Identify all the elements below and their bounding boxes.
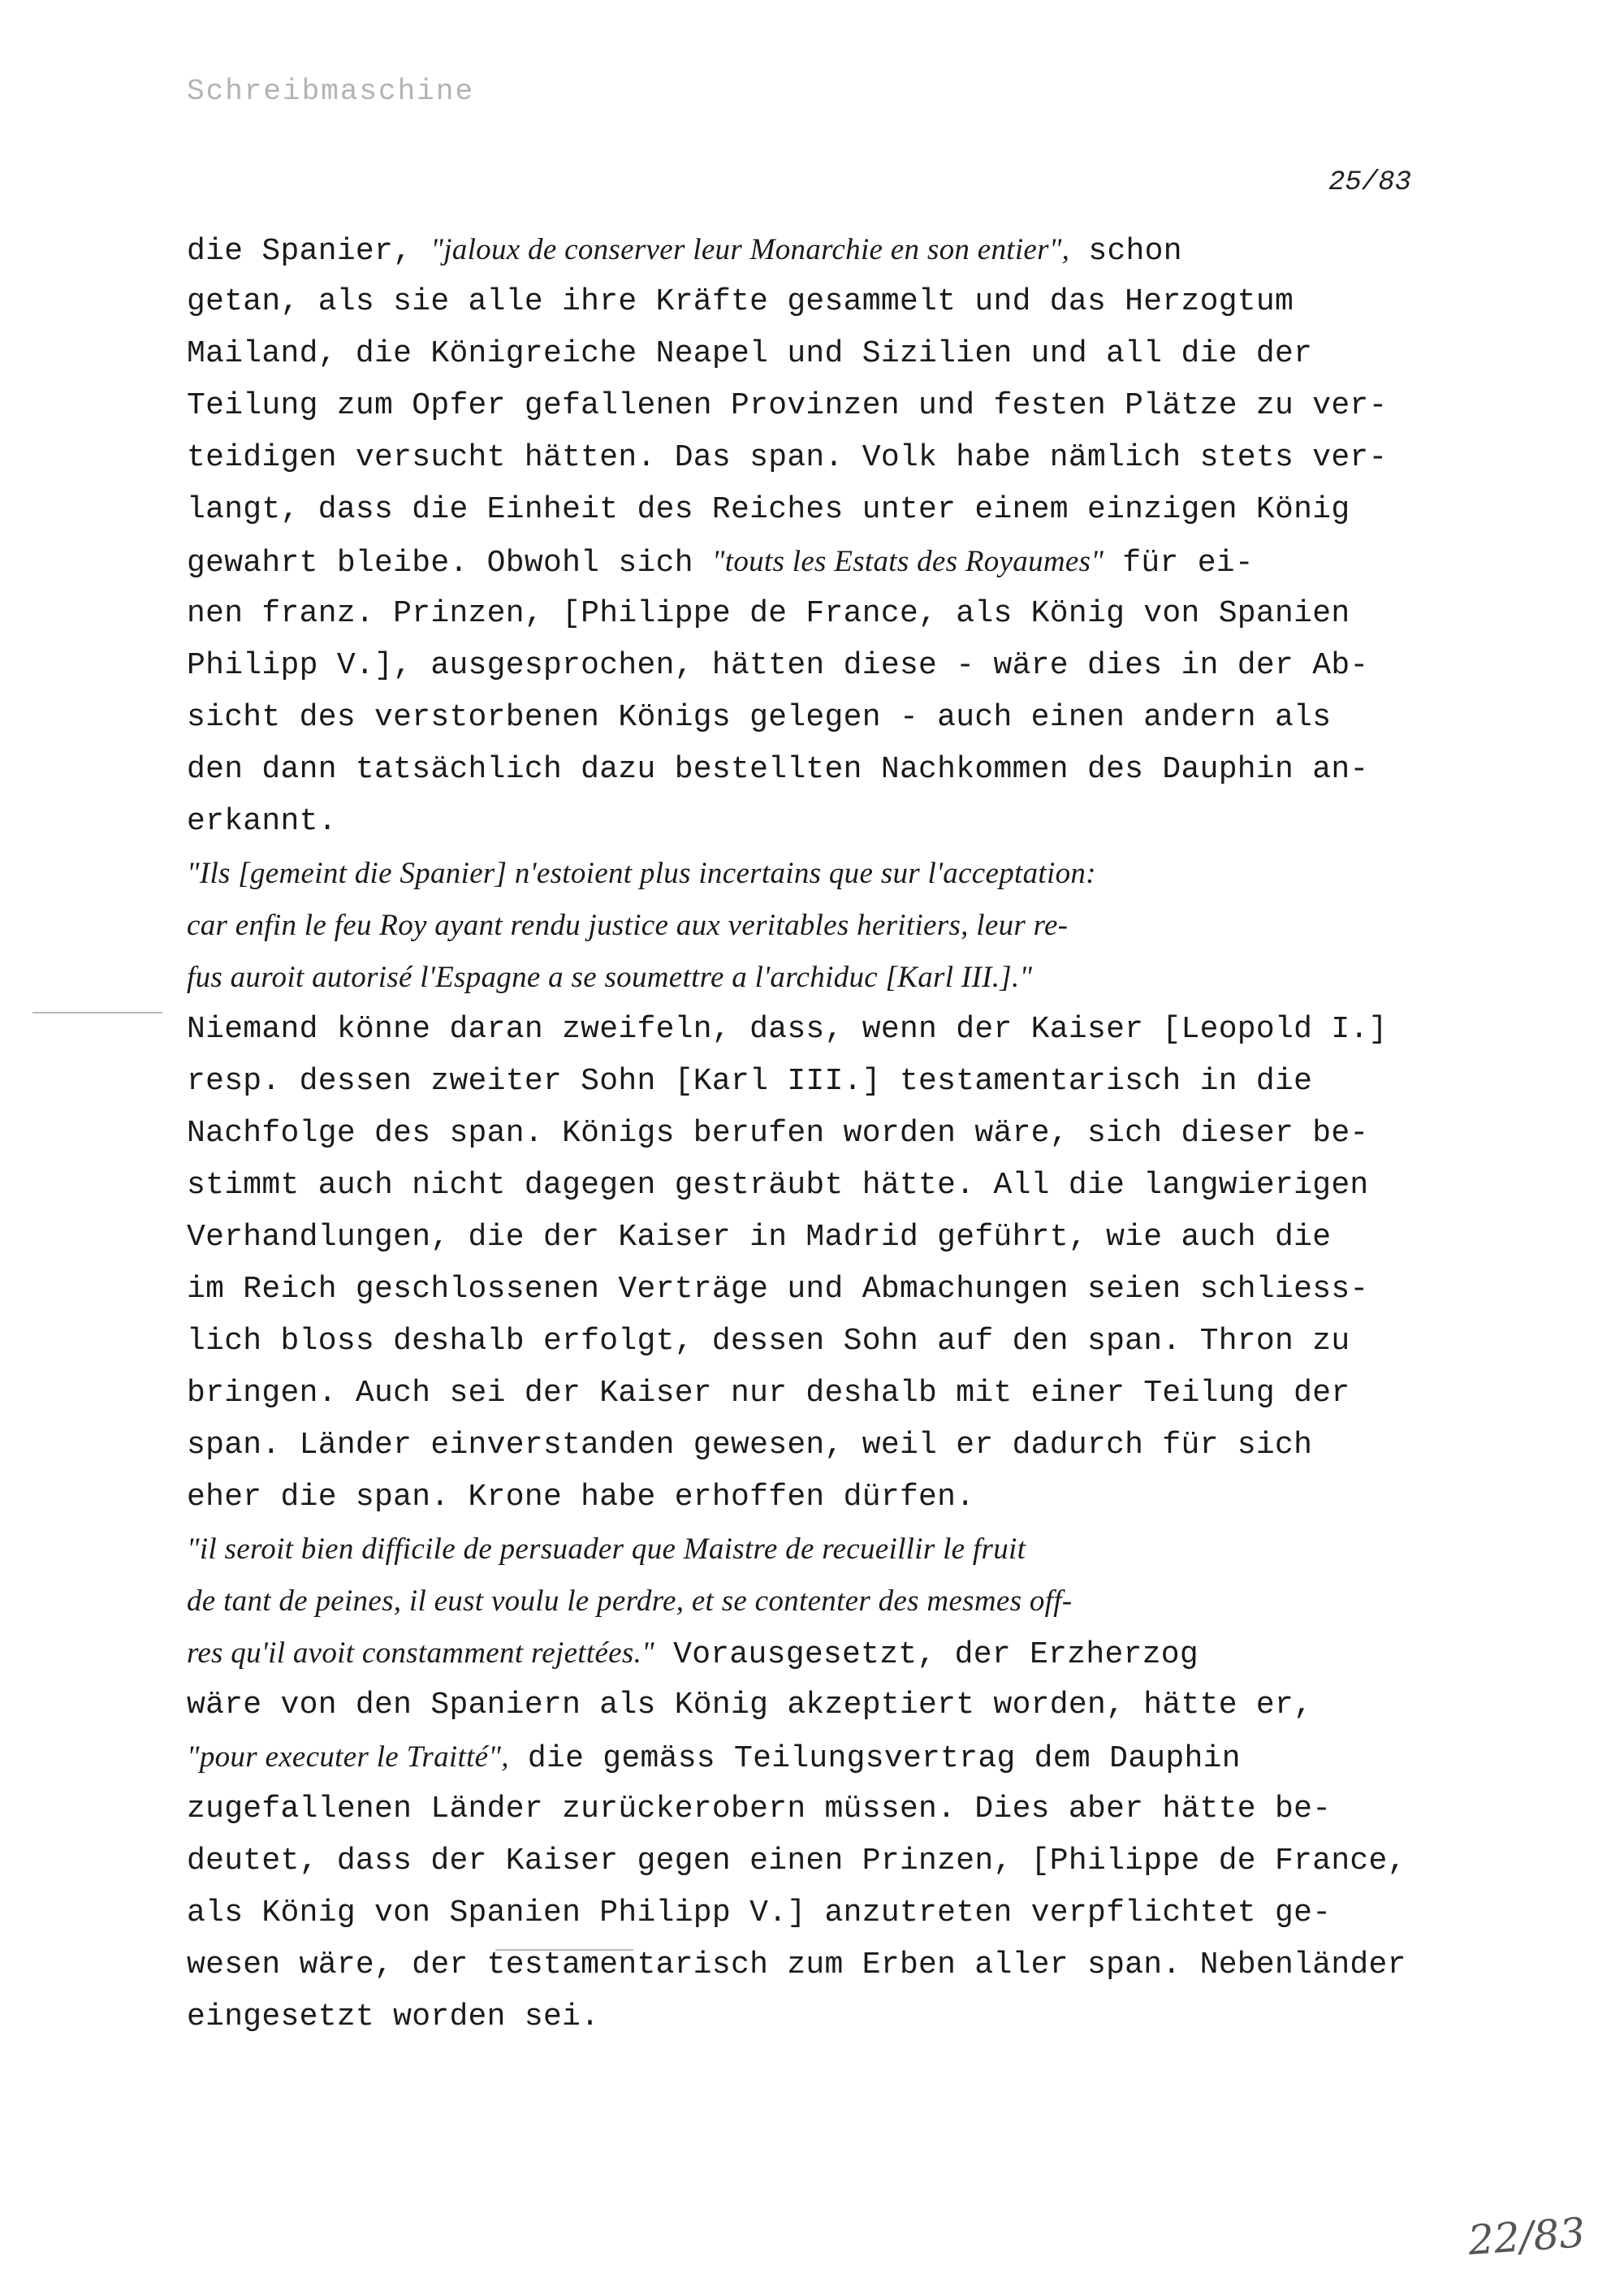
body-text-segment: resp. dessen zweiter Sohn [Karl III.] testamentarisch in die bbox=[187, 1064, 1313, 1099]
text-line bbox=[187, 1524, 1486, 1576]
text-line bbox=[187, 952, 1486, 1004]
scan-artifact-line bbox=[32, 1012, 162, 1014]
text-line bbox=[187, 744, 1486, 796]
body-text-segment: als König von Spanien Philipp V.] anzutreten verpflichtet ge- bbox=[187, 1895, 1332, 1930]
body-text-segment: lich bloss deshalb erfolgt, dessen Sohn auf den span. Thron zu bbox=[187, 1324, 1350, 1359]
text-line bbox=[187, 536, 1486, 588]
body-text-segment: bringen. Auch sei der Kaiser nur deshalb mit einer Teilung der bbox=[187, 1376, 1350, 1411]
body-text-segment: span. Länder einverstanden gewesen, weil er dadurch für sich bbox=[187, 1428, 1313, 1463]
text-line bbox=[187, 1160, 1486, 1212]
text-line bbox=[187, 484, 1486, 536]
body-text-segment: erkannt. bbox=[187, 804, 337, 839]
handwritten-page-number: 22/83 bbox=[1466, 2209, 1587, 2264]
body-text-segment: wesen wäre, der testamentarisch zum Erben aller span. Nebenländer bbox=[187, 1947, 1406, 1982]
text-line bbox=[187, 1004, 1486, 1056]
text-line bbox=[187, 1472, 1486, 1524]
text-line bbox=[187, 224, 1486, 276]
body-text-segment: Mailand, die Königreiche Neapel und Sizilien und all die der bbox=[187, 336, 1313, 371]
quoted-french-text: "jaloux de conserver leur Monarchie en son entier", bbox=[430, 233, 1070, 266]
text-line bbox=[187, 1939, 1486, 1991]
text-line bbox=[187, 328, 1486, 380]
text-line bbox=[187, 1420, 1486, 1472]
quoted-french-text: de tant de peines, il eust voulu le perdre, et se contenter des mesmes off- bbox=[187, 1584, 1073, 1618]
body-text-segment: sicht des verstorbenen Königs gelegen - auch einen andern als bbox=[187, 700, 1332, 735]
text-line bbox=[187, 1368, 1486, 1420]
text-line bbox=[187, 1316, 1486, 1368]
body-text-segment: zugefallenen Länder zurückerobern müssen. Dies aber hätte be- bbox=[187, 1792, 1332, 1826]
body-text-segment: wäre von den Spaniern als König akzeptiert worden, hätte er, bbox=[187, 1688, 1313, 1723]
text-line bbox=[187, 1212, 1486, 1264]
body-text-segment: die Spanier, bbox=[187, 234, 431, 269]
body-text-segment: im Reich geschlossenen Verträge und Abmachungen seien schliess- bbox=[187, 1272, 1369, 1307]
text-line bbox=[187, 848, 1486, 900]
text-line bbox=[187, 1679, 1486, 1731]
quoted-french-text: car enfin le feu Roy ayant rendu justice aux veritables heritiers, leur re- bbox=[187, 909, 1069, 942]
quoted-french-text: "Ils [gemeint die Spanier] n'estoient plus incertains que sur l'acceptation: bbox=[187, 857, 1096, 890]
body-text-segment: nen franz. Prinzen, [Philippe de France, als König von Spanien bbox=[187, 596, 1350, 631]
text-line bbox=[187, 1783, 1486, 1835]
body-text-segment: Philipp V.], ausgesprochen, hätten diese - wäre dies in der Ab- bbox=[187, 648, 1369, 683]
quoted-french-text: "touts les Estats des Royaumes" bbox=[711, 545, 1104, 578]
text-line bbox=[187, 1627, 1486, 1679]
quoted-french-text: "pour executer le Traitté", bbox=[187, 1740, 509, 1774]
body-text-segment: Verhandlungen, die der Kaiser in Madrid geführt, wie auch die bbox=[187, 1220, 1332, 1255]
body-text-segment: deutet, dass der Kaiser gegen einen Prinzen, [Philippe de France, bbox=[187, 1844, 1406, 1878]
body-text-segment: getan, als sie alle ihre Kräfte gesammelt und das Herzogtum bbox=[187, 284, 1294, 319]
text-line bbox=[187, 1887, 1486, 1939]
text-line bbox=[187, 796, 1486, 848]
body-text-segment: den dann tatsächlich dazu bestellten Nachkommen des Dauphin an- bbox=[187, 752, 1369, 787]
text-line bbox=[187, 1835, 1486, 1887]
text-line bbox=[187, 380, 1486, 432]
body-text-segment: eingesetzt worden sei. bbox=[187, 1999, 600, 2034]
text-line bbox=[187, 692, 1486, 744]
text-line bbox=[187, 1731, 1486, 1783]
body-text-segment: Vorausgesetzt, der Erzherzog bbox=[654, 1637, 1199, 1672]
quoted-french-text: "il seroit bien difficile de persuader que Maistre de recueillir le fruit bbox=[187, 1532, 1026, 1566]
text-line bbox=[187, 640, 1486, 692]
quoted-french-text: res qu'il avoit constamment rejettées." bbox=[187, 1636, 654, 1670]
body-text-segment: für ei- bbox=[1104, 546, 1255, 581]
text-line bbox=[187, 1991, 1486, 2043]
text-line bbox=[187, 1576, 1486, 1627]
body-text-segment: die gemäss Teilungsvertrag dem Dauphin bbox=[508, 1741, 1241, 1776]
text-line bbox=[187, 276, 1486, 328]
body-text-segment: teidigen versucht hätten. Das span. Volk habe nämlich stets ver- bbox=[187, 440, 1388, 475]
page-number: 25/83 bbox=[1328, 167, 1412, 198]
body-text-segment: eher die span. Krone habe erhoffen dürfen. bbox=[187, 1480, 975, 1515]
text-line bbox=[187, 588, 1486, 640]
document-body bbox=[187, 224, 1486, 2043]
body-text-segment: Nachfolge des span. Königs berufen worden wäre, sich dieser be- bbox=[187, 1116, 1369, 1151]
body-text-segment: schon bbox=[1069, 234, 1182, 269]
text-line bbox=[187, 432, 1486, 484]
text-line bbox=[187, 1108, 1486, 1160]
typewriter-stamp: Schreibmaschine bbox=[187, 75, 475, 108]
text-line bbox=[187, 900, 1486, 952]
text-line bbox=[187, 1264, 1486, 1316]
body-text-segment: Teilung zum Opfer gefallenen Provinzen und festen Plätze zu ver- bbox=[187, 388, 1388, 423]
body-text-segment: gewahrt bleibe. Obwohl sich bbox=[187, 546, 712, 581]
quoted-french-text: fus auroit autorisé l'Espagne a se soumettre a l'archiduc [Karl III.]." bbox=[187, 961, 1033, 994]
text-line bbox=[187, 1056, 1486, 1108]
body-text-segment: Niemand könne daran zweifeln, dass, wenn der Kaiser [Leopold I.] bbox=[187, 1012, 1388, 1047]
body-text-segment: langt, dass die Einheit des Reiches unter einem einzigen König bbox=[187, 492, 1350, 527]
body-text-segment: stimmt auch nicht dagegen gesträubt hätte. All die langwierigen bbox=[187, 1168, 1369, 1203]
